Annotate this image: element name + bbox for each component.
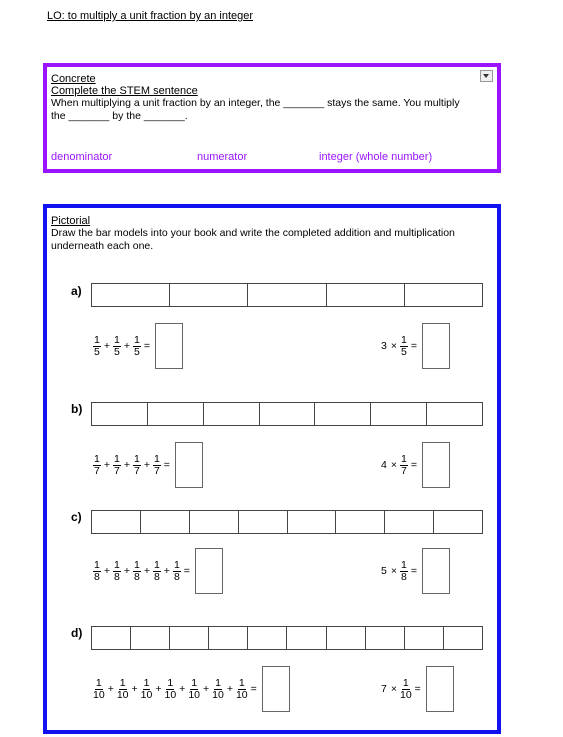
bar-model-cell — [204, 403, 260, 425]
bar-model-cell — [336, 511, 385, 533]
plus-sign: + — [103, 565, 110, 577]
fraction-denominator: 8 — [173, 570, 180, 583]
plus-sign: + — [155, 683, 162, 695]
fraction-numerator: 1 — [94, 333, 100, 346]
unit-fraction — [173, 560, 181, 583]
fraction-numerator: 1 — [113, 333, 120, 346]
fraction-denominator: 5 — [400, 345, 407, 358]
unit-fraction — [113, 454, 121, 477]
fraction-numerator: 1 — [400, 558, 407, 571]
word-numerator: numerator — [197, 151, 248, 163]
bar-model-cell — [209, 627, 248, 649]
bar-model-cell — [405, 284, 482, 306]
fraction-numerator: 1 — [113, 558, 120, 571]
bar-model-cell — [92, 511, 141, 533]
question-label: a) — [71, 284, 82, 298]
fraction-numerator: 1 — [94, 558, 100, 571]
word-integer: integer (whole number) — [319, 151, 433, 163]
unit-fraction — [93, 335, 101, 358]
plus-sign: + — [103, 340, 110, 352]
bar-model-cell — [170, 627, 209, 649]
fraction-denominator: 7 — [153, 464, 160, 477]
multiplication-expression — [379, 323, 450, 369]
fraction-numerator: 1 — [113, 452, 120, 465]
fraction-denominator: 7 — [113, 464, 120, 477]
fraction-denominator: 10 — [164, 688, 177, 701]
answer-box[interactable] — [262, 666, 290, 712]
multiplication-expression — [379, 442, 450, 488]
bar-model-cell — [248, 284, 326, 306]
answer-box[interactable] — [422, 323, 450, 369]
unit-fraction — [113, 560, 121, 583]
plus-sign: + — [123, 459, 130, 471]
fraction-denominator: 8 — [94, 570, 100, 583]
plus-sign: + — [203, 683, 210, 695]
plus-sign: + — [123, 340, 130, 352]
bar-model-cell — [170, 284, 248, 306]
pictorial-instructions-2: underneath each one. — [51, 240, 154, 252]
plus-sign: + — [163, 565, 170, 577]
unit-fraction — [400, 335, 408, 358]
addition-expression — [92, 548, 223, 594]
unit-fraction — [141, 678, 153, 701]
question-label: b) — [71, 402, 83, 416]
fraction-numerator: 1 — [167, 676, 174, 689]
bar-model-cell — [405, 627, 444, 649]
bar-model-cell — [385, 511, 434, 533]
times-sign: × — [390, 683, 397, 695]
bar-model-cell — [141, 511, 190, 533]
fraction-numerator: 1 — [133, 333, 140, 346]
unit-fraction — [164, 678, 176, 701]
bar-model — [91, 283, 483, 307]
fraction-numerator: 1 — [95, 676, 102, 689]
fraction-numerator: 1 — [400, 333, 407, 346]
word-denominator: denominator — [51, 151, 113, 163]
bar-model-cell — [327, 284, 405, 306]
bar-model-cell — [92, 403, 148, 425]
plus-sign: + — [123, 565, 130, 577]
fraction-numerator: 1 — [238, 676, 245, 689]
bar-model-cell — [371, 403, 427, 425]
fraction-denominator: 10 — [188, 688, 200, 701]
plus-sign: + — [179, 683, 186, 695]
multiplication-expression — [379, 666, 454, 712]
unit-fraction — [188, 678, 200, 701]
bar-model — [91, 626, 483, 650]
unit-fraction — [133, 454, 141, 477]
equals-sign: = — [410, 340, 417, 352]
bar-model-cell — [288, 511, 337, 533]
fraction-denominator: 8 — [133, 570, 140, 583]
concrete-section — [43, 63, 501, 173]
equals-sign: = — [143, 340, 150, 352]
times-sign: × — [390, 340, 397, 352]
unit-fraction — [93, 678, 105, 701]
answer-box[interactable] — [175, 442, 203, 488]
addition-expression — [92, 666, 290, 712]
bar-model-cell — [190, 511, 239, 533]
multiplier: 4 — [381, 459, 387, 471]
multiplier: 3 — [381, 340, 387, 352]
addition-expression — [92, 323, 183, 369]
unit-fraction — [113, 335, 121, 358]
fraction-denominator: 7 — [94, 464, 100, 477]
unit-fraction — [400, 560, 408, 583]
bar-model-cell — [444, 627, 482, 649]
fraction-denominator: 5 — [133, 345, 140, 358]
unit-fraction — [236, 678, 248, 701]
unit-fraction — [153, 560, 161, 583]
plus-sign: + — [226, 683, 233, 695]
fraction-denominator: 7 — [400, 464, 407, 477]
fraction-numerator: 1 — [153, 558, 160, 571]
bar-model — [91, 510, 483, 534]
equals-sign: = — [410, 459, 417, 471]
equals-sign: = — [410, 565, 417, 577]
bar-model-cell — [239, 511, 288, 533]
fraction-denominator: 10 — [140, 688, 153, 701]
question-label: c) — [71, 510, 82, 524]
fraction-numerator: 1 — [143, 676, 150, 689]
fraction-denominator: 7 — [133, 464, 140, 477]
multiplier: 7 — [381, 683, 387, 695]
fraction-numerator: 1 — [119, 676, 126, 689]
bar-model-cell — [427, 403, 482, 425]
unit-fraction — [93, 454, 101, 477]
answer-box[interactable] — [426, 666, 454, 712]
addition-expression — [92, 442, 203, 488]
times-sign: × — [390, 565, 397, 577]
fraction-numerator: 1 — [94, 452, 100, 465]
bar-model-cell — [92, 284, 170, 306]
pictorial-section — [43, 204, 501, 734]
fraction-numerator: 1 — [215, 676, 221, 689]
pictorial-title: Pictorial — [51, 215, 91, 227]
equals-sign: = — [183, 565, 190, 577]
fraction-numerator: 1 — [191, 676, 198, 689]
pictorial-instructions-1: Draw the bar models into your book and write the completed addition and multiplication — [51, 227, 455, 239]
fraction-denominator: 10 — [212, 688, 224, 701]
plus-sign: + — [131, 683, 138, 695]
multiplier: 5 — [381, 565, 387, 577]
plus-sign: + — [143, 565, 150, 577]
bar-model-cell — [248, 627, 287, 649]
fraction-numerator: 1 — [153, 452, 160, 465]
unit-fraction — [212, 678, 224, 701]
bar-model-cell — [92, 627, 131, 649]
times-sign: × — [390, 459, 397, 471]
unit-fraction — [133, 560, 141, 583]
bar-model-cell — [434, 511, 482, 533]
answer-box[interactable] — [422, 548, 450, 594]
fraction-numerator: 1 — [400, 452, 407, 465]
bar-model-cell — [260, 403, 316, 425]
fraction-numerator: 1 — [173, 558, 180, 571]
fraction-denominator: 8 — [113, 570, 120, 583]
plus-sign: + — [143, 459, 150, 471]
unit-fraction — [153, 454, 161, 477]
fraction-denominator: 10 — [116, 688, 129, 701]
unit-fraction — [400, 678, 412, 701]
bar-model-cell — [327, 627, 366, 649]
learning-objective: LO: to multiply a unit fraction by an integer — [47, 10, 254, 22]
stem-sentence-line-2: the _______ by the _______. — [51, 110, 188, 122]
bar-model — [91, 402, 483, 426]
fraction-denominator: 5 — [94, 345, 100, 358]
equals-sign: = — [163, 459, 170, 471]
plus-sign: + — [107, 683, 114, 695]
multiplication-expression — [379, 548, 450, 594]
stem-sentence-line-1: When multiplying a unit fraction by an integer, the _______ stays the same. You multiply — [51, 97, 460, 109]
equals-sign: = — [250, 683, 257, 695]
bar-model-cell — [148, 403, 204, 425]
fraction-denominator: 8 — [400, 570, 407, 583]
fraction-denominator: 10 — [93, 688, 105, 701]
unit-fraction — [93, 560, 101, 583]
equals-sign: = — [414, 683, 421, 695]
answer-box[interactable] — [422, 442, 450, 488]
fraction-denominator: 5 — [113, 345, 120, 358]
unit-fraction — [400, 454, 408, 477]
plus-sign: + — [103, 459, 110, 471]
bar-model-cell — [366, 627, 405, 649]
unit-fraction — [133, 335, 141, 358]
fraction-numerator: 1 — [402, 676, 409, 689]
fraction-denominator: 10 — [399, 688, 412, 701]
bar-model-cell — [315, 403, 371, 425]
answer-box[interactable] — [195, 548, 223, 594]
unit-fraction — [117, 678, 129, 701]
bar-model-cell — [131, 627, 170, 649]
bar-model-cell — [287, 627, 326, 649]
fraction-denominator: 8 — [153, 570, 160, 583]
question-label: d) — [71, 626, 83, 640]
answer-box[interactable] — [155, 323, 183, 369]
concrete-title: Concrete — [51, 73, 96, 85]
fraction-numerator: 1 — [133, 558, 140, 571]
fraction-numerator: 1 — [133, 452, 140, 465]
fraction-denominator: 10 — [235, 688, 248, 701]
concrete-subtitle: Complete the STEM sentence — [51, 85, 198, 97]
